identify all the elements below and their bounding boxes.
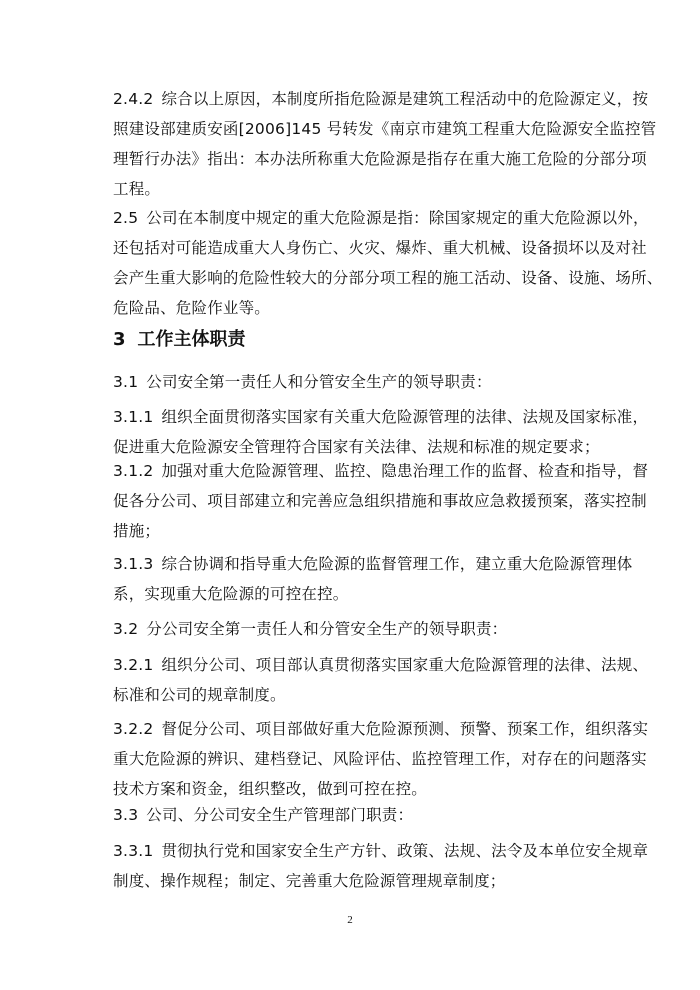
paragraph-line: 3.2.2 督促分公司、项目部做好重大危险源预测、预警、预案工作，组织落实 <box>113 720 649 738</box>
section-heading <box>113 325 246 355</box>
paragraph-line: 3.1.1 组织全面贯彻落实国家有关重大危险源管理的法律、法规及国家标准， <box>113 408 649 426</box>
paragraph-line: 重大危险源的辨识、建档登记、风险评估、监控管理工作，对存在的问题落实 <box>113 750 647 768</box>
paragraph-line: 3.1 公司安全第一责任人和分管安全生产的领导职责： <box>113 373 492 391</box>
clause-number: 3.1.3 <box>113 555 154 573</box>
clause-number: 3.2 <box>113 620 139 638</box>
paragraph-line: 措施； <box>113 522 161 540</box>
clause-number: 3.2.2 <box>113 720 154 738</box>
paragraph-line: 标准和公司的规章制度。 <box>113 686 286 704</box>
paragraph-3-2-2 <box>113 714 649 804</box>
paragraph-line: 工程。 <box>113 180 161 198</box>
paragraph-3-2-1 <box>113 650 649 710</box>
paragraph-line: 危险品、危险作业等。 <box>113 299 271 317</box>
section-title: 工作主体职责 <box>137 329 246 350</box>
paragraph-3-1 <box>113 367 595 397</box>
paragraph-line: 促各分公司、项目部建立和完善应急组织措施和事故应急救援预案，落实控制 <box>113 492 647 510</box>
paragraph-line: 理暂行办法》指出：本办法所称重大危险源是指存在重大施工危险的分部分项 <box>113 150 647 168</box>
paragraph-3-2 <box>113 614 595 644</box>
section-number: 3 <box>113 329 126 350</box>
paragraph-2-5 <box>113 203 663 323</box>
paragraph-3-3 <box>113 800 595 830</box>
paragraph-3-1-3 <box>113 549 633 609</box>
clause-number: 3.3.1 <box>113 842 154 860</box>
paragraph-line: 2.5 公司在本制度中规定的重大危险源是指：除国家规定的重大危险源以外， <box>113 209 649 227</box>
clause-number: 2.4.2 <box>113 90 154 108</box>
paragraph-line: 3.3.1 贯彻执行党和国家安全生产方针、政策、法规、法令及本单位安全规章 <box>113 842 649 860</box>
paragraph-line: 3.2.1 组织分公司、项目部认真贯彻落实国家重大危险源管理的法律、法规、 <box>113 656 649 674</box>
clause-number: 3.1.2 <box>113 462 154 480</box>
page-number: 2 <box>347 914 353 926</box>
paragraph-line: 会产生重大影响的危险性较大的分部分项工程的施工活动、设备、设施、场所、 <box>113 269 663 287</box>
paragraph-3-1-1 <box>113 402 649 462</box>
paragraph-line: 系，实现重大危险源的可控在控。 <box>113 585 349 603</box>
paragraph-line: 制度、操作规程；制定、完善重大危险源管理规章制度； <box>113 872 506 890</box>
paragraph-line: 2.4.2 综合以上原因，本制度所指危险源是建筑工程活动中的危险源定义，按 <box>113 90 649 108</box>
clause-number: 3.3 <box>113 806 139 824</box>
paragraph-line: 促进重大危险源安全管理符合国家有关法律、法规和标准的规定要求； <box>113 438 600 456</box>
paragraph-line: 3.1.2 加强对重大危险源管理、监控、隐患治理工作的监督、检查和指导，督 <box>113 462 649 480</box>
clause-number: 3.1.1 <box>113 408 154 426</box>
clause-number: 2.5 <box>113 209 139 227</box>
paragraph-line: 3.1.3 综合协调和指导重大危险源的监督管理工作，建立重大危险源管理体 <box>113 555 633 573</box>
paragraph-3-3-1 <box>113 836 649 896</box>
paragraph-3-1-2 <box>113 456 649 546</box>
clause-number: 3.1 <box>113 373 139 391</box>
paragraph-line: 还包括对可能造成重大人身伤亡、火灾、爆炸、重大机械、设备损坏以及对社 <box>113 239 647 257</box>
paragraph-line: 3.2 分公司安全第一责任人和分管安全生产的领导职责： <box>113 620 508 638</box>
paragraph-2-4-2 <box>113 84 657 204</box>
paragraph-line: 技术方案和资金，组织整改，做到可控在控。 <box>113 780 428 798</box>
paragraph-line: 3.3 公司、分公司安全生产管理部门职责： <box>113 806 414 824</box>
paragraph-line: 照建设部建质安函[2006]145 号转发《南京市建筑工程重大危险源安全监控管 <box>113 120 657 138</box>
clause-number: 3.2.1 <box>113 656 154 674</box>
